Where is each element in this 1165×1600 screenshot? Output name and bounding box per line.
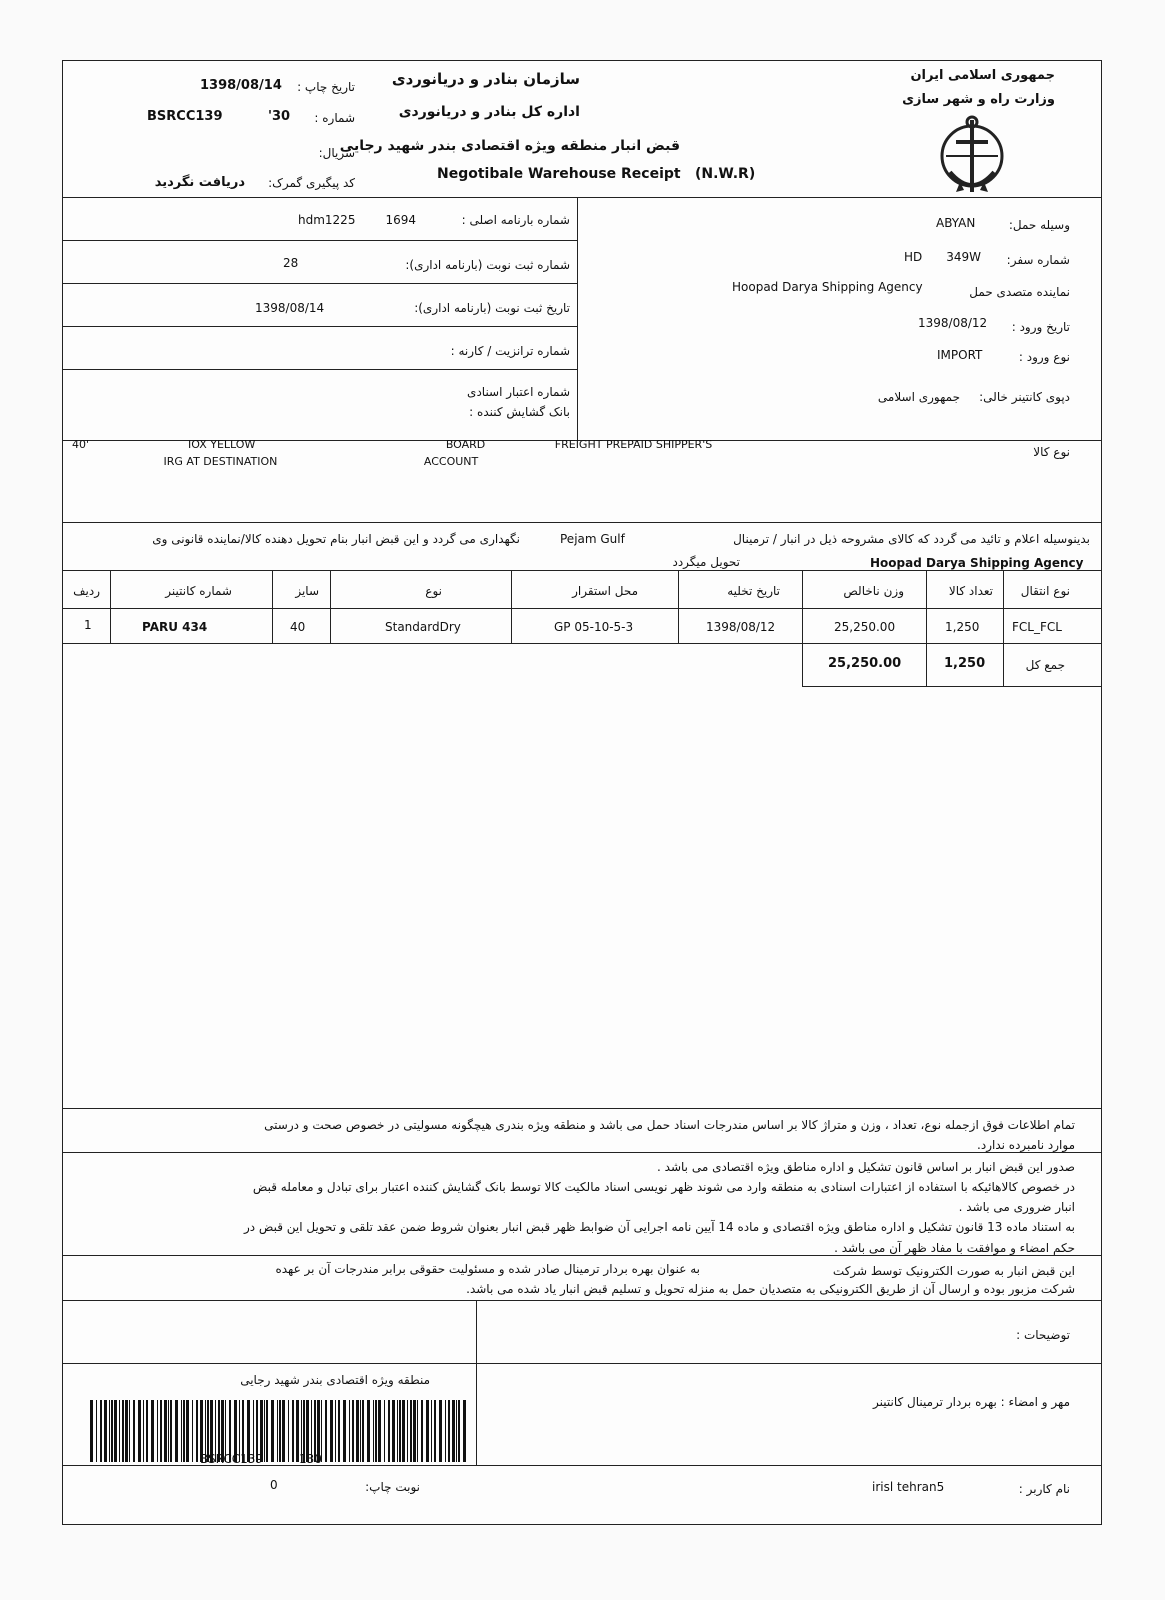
barcode-bar (356, 1400, 359, 1462)
note-electronic-1b: به عنوان بهره بردار ترمینال صادر شده و مسئولیت حقوقی برابر مندرجات آن بر عهده (275, 1262, 700, 1276)
barcode-bar (119, 1400, 120, 1462)
admin-bl-date-label: تاریخ ثبت نوبت (بارنامه اداری): (414, 301, 570, 315)
barcode-bar (151, 1400, 154, 1462)
declaration-line-2: تحویل میگردد (672, 555, 740, 569)
divider (511, 570, 512, 643)
barcode-bar (96, 1400, 97, 1462)
voyage-value: HD 349W (904, 250, 982, 264)
barcode-bar (402, 1400, 405, 1462)
cell-discharge-date: 1398/08/12 (706, 620, 776, 634)
barcode-bar (407, 1400, 408, 1462)
divider (62, 522, 1102, 523)
cell-size: 40 (290, 620, 306, 634)
barcode-bar (439, 1400, 442, 1462)
barcode-bar (90, 1400, 93, 1462)
barcode-bar (421, 1400, 423, 1462)
barcode-bar (352, 1400, 354, 1462)
barcode-bar (452, 1400, 455, 1462)
barcode-bar (426, 1400, 429, 1462)
goods-line-2: IRG AT DESTINATION ACCOUNT (72, 455, 479, 468)
divider (62, 1465, 1102, 1466)
cell-container-number: PARU 434 (142, 620, 232, 634)
divider (62, 570, 1102, 571)
arrival-type-label: نوع ورود : (1018, 350, 1070, 364)
empty-depot-value: جمهوری اسلامی (877, 390, 960, 404)
lc-number-label: شماره اعتبار اسنادی (467, 385, 570, 399)
doc-title-fa: قبض انبار منطقه ویژه اقتصادی بندر شهید رجایی (339, 138, 680, 154)
barcode-bar (104, 1400, 107, 1462)
goods-line-1: 40' IOX YELLOW BOARD FREIGHT PREPAID SHIPPER'S (72, 438, 713, 451)
barcode-bar (375, 1400, 377, 1462)
master-bl-label: شماره بارنامه اصلی : (461, 213, 570, 227)
customs-code-label: کد پیگیری گمرک: (268, 176, 355, 190)
barcode-bar (392, 1400, 395, 1462)
barcode-bar (456, 1400, 457, 1462)
divider (476, 1300, 477, 1465)
barcode-bar (157, 1400, 158, 1462)
cell-quantity: 1,250 (945, 620, 980, 634)
divider (926, 570, 927, 686)
divider (678, 570, 679, 643)
cell-gross-weight: 25,250.00 (834, 620, 896, 634)
divider (62, 1108, 1102, 1109)
barcode-bar (183, 1400, 185, 1462)
barcode-bar (186, 1400, 189, 1462)
remarks-label: توضیحات : (1016, 1328, 1070, 1342)
cell-row-number: 1 (84, 618, 92, 632)
note-lc-1: در خصوص کالاهائیکه با استفاده از اعتبارات اسنادی به منطقه وارد می شوند ظهر نویسی اسناد مالکیت کالا توسط بانک گشایش کننده اعتبار برای تبادل و معامله قبض (252, 1180, 1075, 1194)
arrival-date-label: تاریخ ورود : (1011, 320, 1070, 334)
barcode-bar (168, 1400, 169, 1462)
cell-location: GP 05-10-5-3 (554, 620, 634, 634)
barcode-bar (111, 1400, 113, 1462)
ministry-name: وزارت راه و شهر سازی (902, 92, 1055, 107)
barcode-bar (330, 1400, 333, 1462)
col-header-location: محل استقرار (572, 584, 638, 598)
empty-depot-label: دپوی کانتینر خالی: (979, 390, 1070, 404)
country-name: جمهوری اسلامی ایران (910, 68, 1055, 83)
issuing-bank-label: بانک گشایش کننده : (469, 405, 570, 419)
note-accuracy-2: موارد نامبرده ندارد. (977, 1138, 1075, 1152)
col-header-size: سایز (295, 584, 319, 598)
admin-bl-number-value: 28 (283, 256, 311, 270)
barcode-bar (413, 1400, 416, 1462)
note-electronic-2: شرکت مزبور بوده و ارسال آن از طریق الکترونیکی به متصدیان حمل به منزله تحویل و تسلیم قبض انبار یاد شده می باشد. (466, 1282, 1075, 1296)
barcode-bar (388, 1400, 390, 1462)
barcode-bar (125, 1400, 128, 1462)
arrival-date-value: 1398/08/12 (918, 316, 988, 330)
divider (62, 608, 1102, 609)
barcode-bar (335, 1400, 336, 1462)
print-count-value: 0 (270, 1478, 278, 1492)
serial-label: سریال: (318, 146, 355, 160)
number-value: BSRCC139 '30 (147, 109, 291, 124)
cell-transfer-type: FCL_FCL (1012, 620, 1062, 634)
arrival-type-value: IMPORT (937, 348, 983, 362)
barcode-bar (343, 1400, 346, 1462)
consignee-name: Pejam Gulf (560, 532, 625, 546)
barcode-bar (325, 1400, 327, 1462)
divider (802, 686, 1102, 687)
barcode-bar (397, 1400, 398, 1462)
zone-name: منطقه ویژه اقتصادی بندر شهید رجایی (240, 1373, 430, 1387)
barcode-bar (417, 1400, 418, 1462)
barcode-bar (378, 1400, 381, 1462)
ports-anchor-logo (936, 112, 1008, 200)
note-article-2: حکم امضاء و موافقت با مفاد ظهر آن می باشد . (834, 1241, 1075, 1255)
print-date-value: 1398/08/14 (200, 78, 282, 93)
barcode-bar (133, 1400, 135, 1462)
barcode-bar (100, 1400, 102, 1462)
total-quantity: 1,250 (944, 656, 986, 671)
divider (62, 369, 578, 370)
divider (1003, 570, 1004, 686)
doc-abbr: (N.W.R) (695, 166, 756, 182)
divider (62, 326, 578, 327)
barcode-bar (434, 1400, 436, 1462)
barcode-bar (367, 1400, 370, 1462)
barcode-bar (373, 1400, 374, 1462)
admin-bl-date-value: 1398/08/14 (255, 301, 325, 315)
barcode-bar (192, 1400, 193, 1462)
barcode-bar (129, 1400, 130, 1462)
doc-title-en: Negotibale Warehouse Receipt (437, 166, 681, 182)
vessel-label: وسیله حمل: (1008, 218, 1070, 232)
barcode-bar (448, 1400, 450, 1462)
cell-type: StandardDry (385, 620, 461, 634)
voyage-label: شماره سفر: (1006, 253, 1070, 267)
divider (62, 643, 1102, 644)
divider (62, 1300, 1102, 1301)
divider (272, 570, 273, 643)
barcode-bar (445, 1400, 446, 1462)
print-count-label: نوبت چاپ: (365, 1480, 420, 1494)
print-date-label: تاریخ چاپ : (297, 80, 355, 94)
total-weight: 25,250.00 (828, 656, 902, 671)
barcode-bar (399, 1400, 401, 1462)
carrier-agent-value: Hoopad Darya Shipping Agency (732, 280, 923, 294)
barcode-bar (362, 1400, 364, 1462)
col-header-gross-weight: وزن ناخالص (843, 584, 904, 598)
dept-name: اداره کل بنادر و دریانوردی (398, 104, 580, 120)
note-legal-basis: صدور این قبض انبار بر اساس قانون تشکیل و اداره مناطق ویژه اقتصادی می باشد . (657, 1160, 1075, 1174)
barcode-bar (122, 1400, 124, 1462)
divider (62, 283, 578, 284)
col-header-transfer-type: نوع انتقال (1020, 584, 1070, 598)
agency-name: Hoopad Darya Shipping Agency (870, 556, 1084, 570)
receipt-frame (62, 60, 1102, 1525)
divider (62, 1255, 1102, 1256)
divider (62, 1152, 1102, 1153)
divider (110, 570, 111, 643)
barcode-bar (138, 1400, 141, 1462)
user-value: irisl tehran5 (872, 1480, 945, 1494)
transit-number-label: شماره ترانزیت / کارنه : (450, 344, 570, 358)
barcode-bar (160, 1400, 162, 1462)
master-bl-value: hdm1225 1694 (298, 213, 416, 227)
note-accuracy-1: تمام اطلاعات فوق ازجمله نوع، تعداد ، وزن و متراژ کالا بر اساس مندرجات اسناد حمل می باشد و منطقه ویژه بندری هیچگونه مسولیتی در خصوص صحت و درستی (264, 1118, 1075, 1132)
user-label: نام کاربر : (1018, 1482, 1070, 1496)
goods-type-label: نوع کالا (1033, 445, 1070, 459)
barcode-bar (338, 1400, 340, 1462)
barcode-bar (143, 1400, 144, 1462)
barcode-bar (360, 1400, 361, 1462)
customs-code-value: دریافت نگردید (154, 175, 245, 190)
barcode-bar (109, 1400, 110, 1462)
col-header-row: ردیف (73, 584, 100, 598)
barcode-bar (410, 1400, 412, 1462)
barcode-bar (175, 1400, 178, 1462)
barcode-bar (431, 1400, 432, 1462)
carrier-agent-label: نماینده متصدی حمل (969, 285, 1070, 299)
divider (62, 197, 1102, 198)
barcode-bar (458, 1400, 460, 1462)
divider (802, 570, 803, 686)
barcode-bar (146, 1400, 148, 1462)
divider (62, 1363, 1102, 1364)
barcode-bar (164, 1400, 167, 1462)
barcode-text: BSRCC139 130 (200, 1452, 322, 1466)
barcode-bar (384, 1400, 385, 1462)
number-label: شماره : (314, 111, 355, 125)
note-article-1: به استناد ماده 13 قانون تشکیل و اداره مناطق ویژه اقتصادی و ماده 14 آیین نامه اجرایی آن ضوابط ظهر قبض انبار بعنوان شروط ضمن عقد تلقی و تحویل این قبض در (243, 1220, 1075, 1234)
total-label: جمع کل (1025, 658, 1065, 672)
note-lc-2: انبار ضروری می باشد . (958, 1200, 1075, 1214)
col-header-type: نوع (425, 584, 442, 598)
barcode-bar (463, 1400, 466, 1462)
org-name: سازمان بنادر و دریانوردی (391, 70, 580, 88)
barcode-bar (170, 1400, 172, 1462)
stamp-label: مهر و امضاء : بهره بردار ترمینال کانتینر (873, 1395, 1070, 1409)
barcode-bar (114, 1400, 117, 1462)
vessel-value: ABYAN (936, 216, 976, 230)
barcode-bar (181, 1400, 182, 1462)
declaration-line-1b: نگهداری می گردد و این قبض انبار بنام تحویل دهنده کالا/نماینده قانونی وی (152, 532, 520, 546)
divider (62, 240, 578, 241)
admin-bl-number-label: شماره ثبت نوبت (بارنامه اداری): (405, 258, 570, 272)
col-header-discharge-date: تاریخ تخلیه (727, 584, 780, 598)
declaration-line-1: بدینوسیله اعلام و تائید می گردد که کالای مشروحه ذیل در انبار / ترمینال (733, 532, 1090, 546)
note-electronic-1a: این قبض انبار به صورت الکترونیک توسط شرکت (832, 1264, 1075, 1278)
col-header-quantity: تعداد کالا (948, 584, 993, 598)
divider (577, 197, 578, 440)
barcode-bar (196, 1400, 198, 1462)
divider (330, 570, 331, 643)
col-header-container-number: شماره کانتینر (165, 584, 232, 598)
barcode-bar (349, 1400, 350, 1462)
